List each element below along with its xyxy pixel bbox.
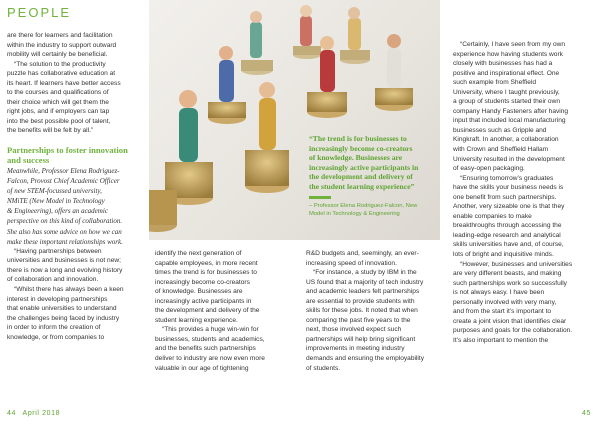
paragraph-keen-interest: “Whilst there has always been a keen interest in developing partnerships that enable universities to understand the challenges being faced by industry in order to inform the creation of knowledge, or from companies to bbox=[7, 285, 124, 341]
paragraph-continued: are there for learners and facilitation within the industry to support outward mobility will certainly be beneficial. bbox=[7, 32, 117, 59]
footer-left bbox=[7, 410, 60, 417]
subheading: Partnerships to foster innovation and success bbox=[7, 145, 128, 165]
column-1 bbox=[7, 31, 145, 342]
page-number-right: 45 bbox=[582, 410, 591, 417]
paragraph-win-win: “This provides a huge win-win for businesses, students and academics, and the benefits such partnerships deliver to industry are now even more valuable in our age of tightening bbox=[155, 326, 265, 372]
column-2 bbox=[155, 249, 298, 373]
paragraph-partnerships: “Having partnerships between universities and businesses is not new; there is now a long and evolving history of collaboration and innovation. bbox=[7, 247, 123, 284]
pull-quote-divider bbox=[309, 196, 331, 199]
paragraph-certainly: “Certainly, I have seen from my own experience how having students work closely with businesses has had a positive and inspirational effect. One such example from Sheffield University, where I taught previously, a group of students started their own company Handy Fasteners after having input that included local manufacturing businesses such as Gripple and Kingkraft. In another, a collaboration with Crown and Sheffield Hallam University resulted in the development of easy-open packaging. bbox=[453, 41, 569, 173]
pull-quote bbox=[309, 134, 443, 218]
paragraph-productivity: “The solution to the productivity puzzle has collaborative education at its heart. If learners have better access to the courses and qualifications of their choice which will get them the right jobs, and if employers can tap into the best possible pool of talent, the benefits will be felt by all.” bbox=[7, 60, 121, 135]
pull-quote-attribution: – Professor Elena Rodriguez-Falcon, New Model in Technology & Engineering bbox=[309, 202, 418, 217]
paragraph-ensuring: “Ensuring tomorrow’s graduates have the skills your business needs is one benefit from such partnerships. Another, very sizeable one is that they enable companies to make breakthroughs through accessing the leading-edge research and analytical skills universities have and, of course, lots of bright and inquisitive minds. bbox=[453, 174, 565, 259]
paragraph-however: “However, businesses and universities are very different beasts, and making such partnerships work so successfully is not always easy. I have been personally involved with very many, and from the start it’s important to create a joint vision that identifies clear purposes and goals for the collaboration. It’s also important to mention the bbox=[453, 260, 573, 344]
page-number-left: 44 bbox=[7, 410, 16, 417]
paragraph-rd-budgets: R&D budgets and, seemingly, an ever- increasing speed of innovation. bbox=[306, 250, 419, 267]
issue-date: April 2018 bbox=[22, 410, 61, 417]
section-title: PEOPLE bbox=[7, 5, 72, 20]
paragraph-next-generation: identify the next generation of capable employees, in more recent times the trend is for businesses to increasingly become co-creators of knowledge. Businesses are increasingly active participants in the development and delivery of the student learning experience. bbox=[155, 250, 260, 324]
column-3 bbox=[306, 249, 446, 373]
intro-standfirst: Meanwhile, Professor Elena Rodriguez- Falcon, Provost Chief Academic Officer of new STEM-focussed university, NMiTE (New Model in Technology & Engineering), offers an academic perspective on this kind of collaboration. She also has some advice on how we can make these important relationships work. bbox=[7, 167, 123, 246]
pull-quote-text: “The trend is for businesses to increasingly become co-creators of knowledge. Businesses are increasingly active participants in the development and delivery of the student learning experience” bbox=[309, 134, 419, 191]
paragraph-ibm-study: “For instance, a study by IBM in the US found that a majority of tech industry and academic leaders felt partnerships are essential to provide students with skills for these jobs. It noted that when comparing the past five years to the next, those involved expect such partnerships will help bring significant improvements in meeting industry demands and ensuring the employability of students. bbox=[306, 269, 425, 372]
column-4 bbox=[453, 40, 595, 346]
